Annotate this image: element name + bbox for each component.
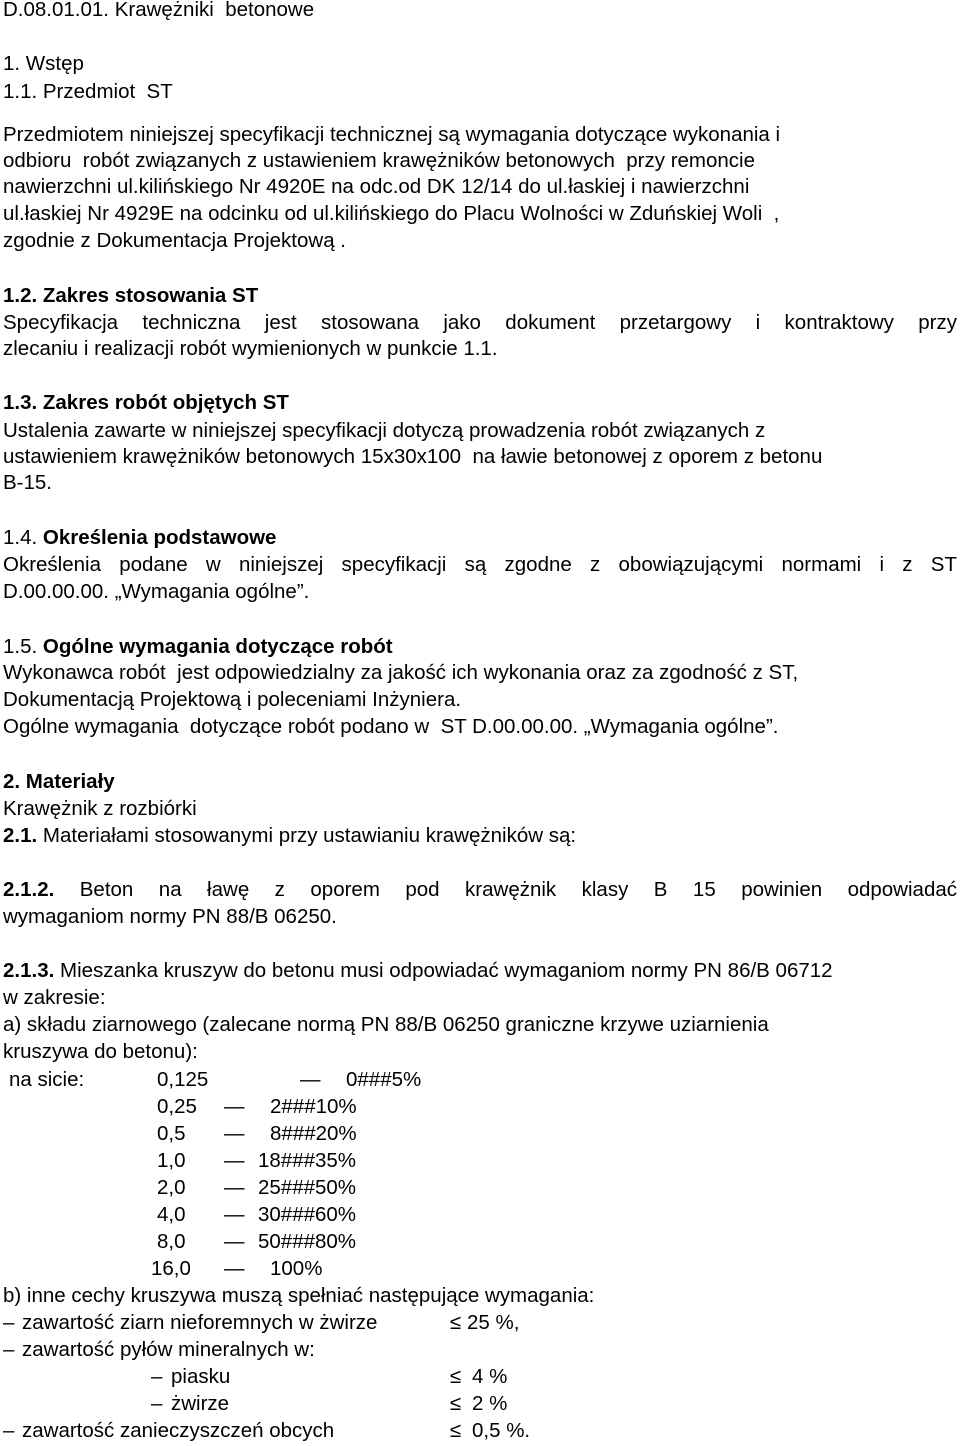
dash: — <box>224 1230 245 1253</box>
point-text: Beton na ławę z oporem pod krawężnik klasy B 15 powinien odpowiadać <box>54 878 957 901</box>
paragraph-line: Przedmiotem niniejszej specyfikacji technicznej są wymagania dotyczące wykonania i <box>3 123 781 146</box>
less-equal-icon: ≤ <box>450 1365 462 1388</box>
point-2-1-3 <box>3 958 833 984</box>
heading-1-1: 1.1. Przedmiot ST <box>3 80 173 103</box>
heading-2: 2. Materiały <box>3 770 115 793</box>
paragraph-line: D.00.00.00. „Wymagania ogólne”. <box>3 580 310 603</box>
point-number: 2.1.3. <box>3 959 55 982</box>
point-text: Mieszanka kruszyw do betonu musi odpowiadać wymaganiom normy PN 86/B 06712 <box>54 959 833 982</box>
heading-1-2: 1.2. Zakres stosowania ST <box>3 284 259 307</box>
sieve-value: 30###60% <box>258 1203 357 1226</box>
sieve-size: 0,5 <box>157 1122 186 1145</box>
heading-text: Określenia podstawowe <box>42 526 277 549</box>
sieve-value: 25###50% <box>258 1176 357 1199</box>
subheading: Krawężnik z rozbiórki <box>3 797 197 820</box>
sieve-label: na sicie: <box>9 1068 85 1091</box>
dash: — <box>224 1095 245 1118</box>
paragraph-line: Ustalenia zawarte w niniejszej specyfikacji dotyczą prowadzenia robót związanych z <box>3 419 766 442</box>
heading-1-4 <box>3 525 276 551</box>
sieve-value: 8###20% <box>270 1122 357 1145</box>
dash: — <box>224 1149 245 1172</box>
point-number: 2.1.2. <box>3 878 55 901</box>
paragraph-line: wymaganiom normy PN 88/B 06250. <box>3 905 337 928</box>
heading-text: Ogólne wymagania dotyczące robót <box>42 635 393 658</box>
heading-1-5 <box>3 634 393 660</box>
heading-number: 1.4. <box>3 526 38 549</box>
sieve-value: 100% <box>270 1257 323 1280</box>
heading-1: 1. Wstęp <box>3 52 84 75</box>
paragraph-line: Ogólne wymagania dotyczące robót podano w ST D.00.00.00. „Wymagania ogólne”. <box>3 715 779 738</box>
point-text: Materiałami stosowanymi przy ustawianiu krawężników są: <box>37 824 577 847</box>
sieve-size: 0,125 <box>157 1068 209 1091</box>
requirement-label: zawartość zanieczyszczeń obcych <box>22 1419 335 1442</box>
requirement-value: 25 %, <box>467 1311 520 1334</box>
less-equal-icon: ≤ <box>450 1311 462 1334</box>
point-2-1 <box>3 823 576 849</box>
dash: — <box>224 1122 245 1145</box>
heading-number: 1.5. <box>3 635 38 658</box>
paragraph-line: zlecaniu i realizacji robót wymienionych w punkcie 1.1. <box>3 337 498 360</box>
dash: — <box>224 1203 245 1226</box>
dash: – <box>3 1311 15 1334</box>
point-number: 2.1. <box>3 824 38 847</box>
dash: – <box>151 1365 163 1388</box>
paragraph-line: a) składu ziarnowego (zalecane normą PN 88/B 06250 graniczne krzywe uziarnienia <box>3 1013 769 1036</box>
sieve-size: 16,0 <box>151 1257 191 1280</box>
requirement-label: zawartość pyłów mineralnych w: <box>22 1338 315 1361</box>
document-title: D.08.01.01. Krawężniki betonowe <box>3 0 315 21</box>
paragraph-line: odbioru robót związanych z ustawieniem krawężników betonowych przy remoncie <box>3 149 756 172</box>
sieve-size: 2,0 <box>157 1176 186 1199</box>
sieve-value: 18###35% <box>258 1149 357 1172</box>
sieve-size: 1,0 <box>157 1149 186 1172</box>
sieve-value: 50###80% <box>258 1230 357 1253</box>
paragraph-line: Specyfikacja techniczna jest stosowana jako dokument przetargowy i kontraktowy przy <box>3 311 957 334</box>
paragraph-line: kruszywa do betonu): <box>3 1040 198 1063</box>
paragraph-line: ustawieniem krawężników betonowych 15x30x100 na ławie betonowej z oporem z betonu <box>3 445 823 468</box>
dash: — <box>224 1257 245 1280</box>
dash: – <box>3 1419 15 1442</box>
requirement-value: 4 % <box>472 1365 508 1388</box>
heading-1-3: 1.3. Zakres robót objętych ST <box>3 391 289 414</box>
sieve-value: 0###5% <box>346 1068 422 1091</box>
paragraph-line: w zakresie: <box>3 986 106 1009</box>
dash: — <box>300 1068 321 1091</box>
requirement-label: żwirze <box>171 1392 230 1415</box>
sieve-size: 4,0 <box>157 1203 186 1226</box>
sieve-size: 0,25 <box>157 1095 197 1118</box>
sieve-value: 2###10% <box>270 1095 357 1118</box>
dash: – <box>151 1392 163 1415</box>
less-equal-icon: ≤ <box>450 1392 462 1415</box>
sieve-size: 8,0 <box>157 1230 186 1253</box>
requirement-value: 2 % <box>472 1392 508 1415</box>
paragraph-line: Określenia podane w niniejszej specyfikacji są zgodne z obowiązującymi normami i z ST <box>3 553 957 576</box>
less-equal-icon: ≤ <box>450 1419 462 1442</box>
paragraph-line: Wykonawca robót jest odpowiedzialny za jakość ich wykonania oraz za zgodność z ST, <box>3 661 799 684</box>
paragraph-line: b) inne cechy kruszywa muszą spełniać następujące wymagania: <box>3 1284 595 1307</box>
point-2-1-2 <box>3 877 957 903</box>
paragraph-line: zgodnie z Dokumentacja Projektową . <box>3 229 346 252</box>
requirement-value: 0,5 %. <box>472 1419 531 1442</box>
dash: — <box>224 1176 245 1199</box>
requirement-label: zawartość ziarn nieforemnych w żwirze <box>22 1311 378 1334</box>
paragraph-line: B-15. <box>3 471 52 494</box>
dash: – <box>3 1338 15 1361</box>
paragraph-line: ul.łaskiej Nr 4929E na odcinku od ul.kilińskiego do Placu Wolności w Zduńskiej Woli , <box>3 202 780 225</box>
requirement-label: piasku <box>171 1365 231 1388</box>
paragraph-line: nawierzchni ul.kilińskiego Nr 4920E na odc.od DK 12/14 do ul.łaskiej i nawierzchni <box>3 175 750 198</box>
paragraph-line: Dokumentacją Projektową i poleceniami Inżyniera. <box>3 688 462 711</box>
